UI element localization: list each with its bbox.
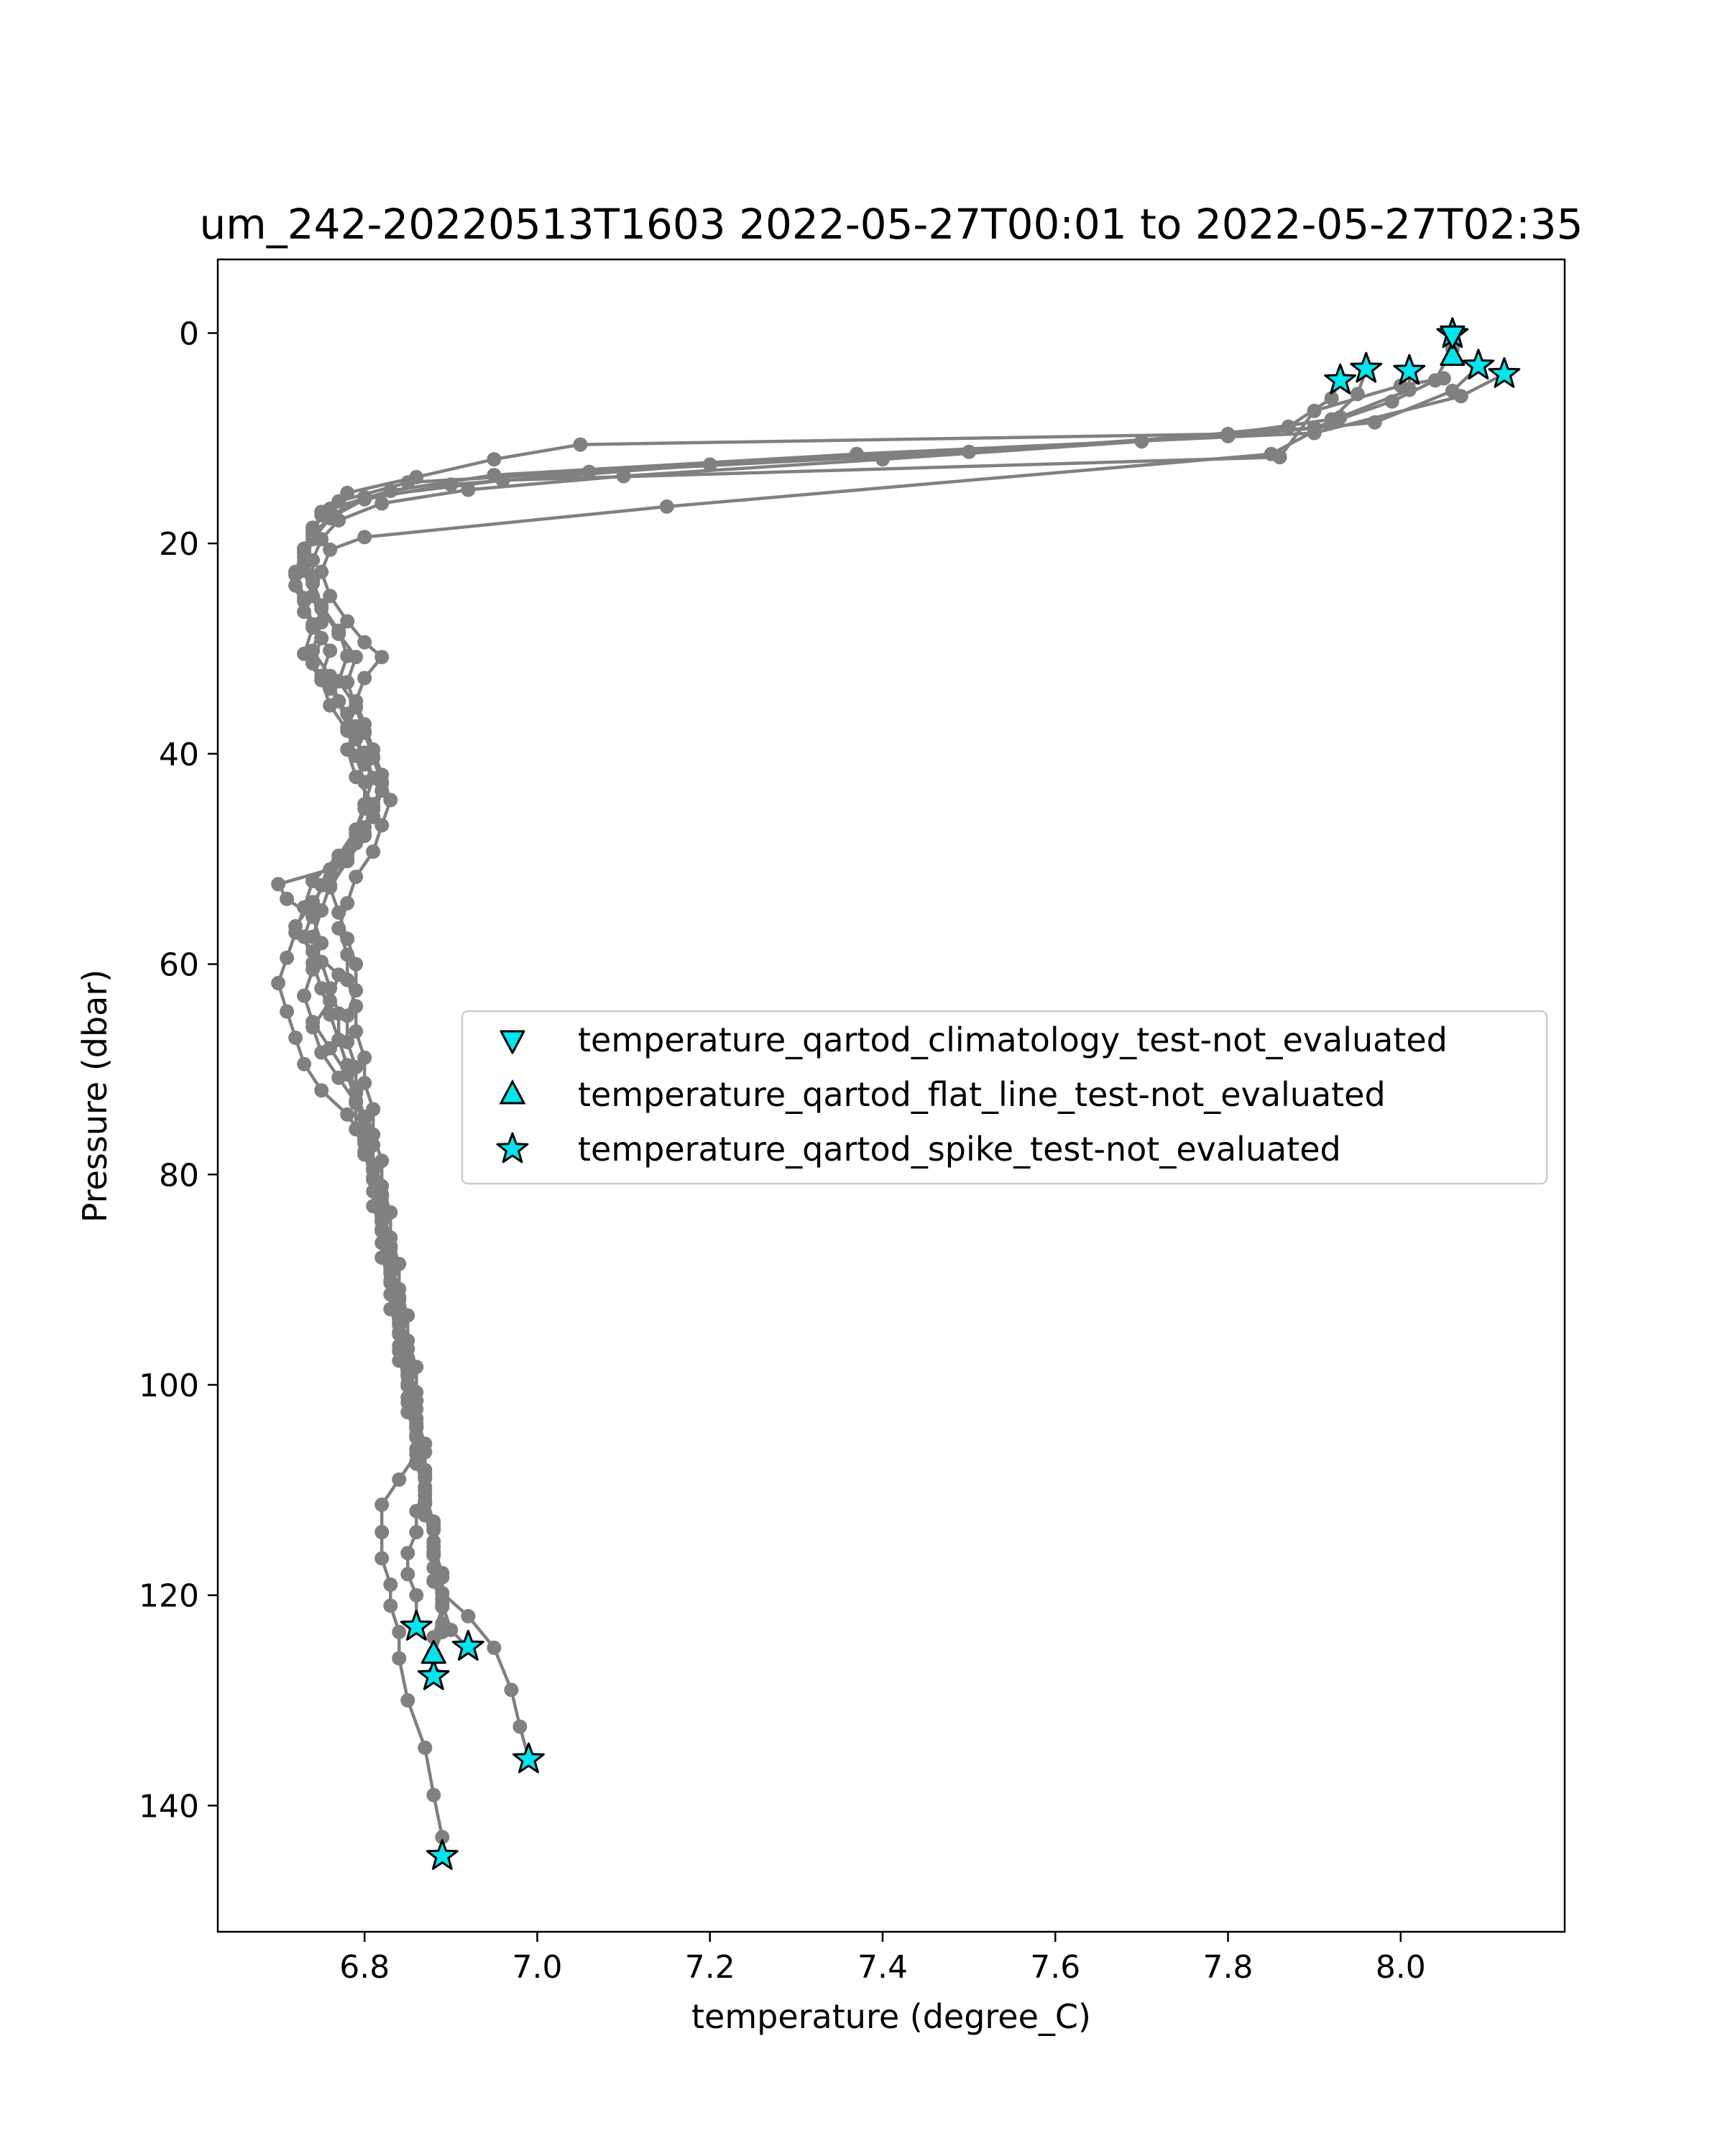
data-point bbox=[409, 470, 423, 484]
data-point bbox=[426, 1522, 441, 1537]
data-point bbox=[340, 852, 354, 866]
data-point bbox=[357, 635, 372, 650]
data-point bbox=[392, 1473, 406, 1487]
data-point bbox=[323, 878, 337, 893]
x-tick-label: 7.8 bbox=[1202, 1949, 1254, 1986]
data-point bbox=[374, 650, 389, 664]
data-point bbox=[409, 1419, 423, 1433]
data-point bbox=[349, 870, 363, 884]
data-point bbox=[349, 1024, 363, 1038]
data-point bbox=[374, 1525, 389, 1539]
x-tick-label: 7.4 bbox=[857, 1949, 908, 1986]
data-point bbox=[418, 1445, 432, 1460]
flag-marker-star bbox=[418, 1660, 448, 1689]
data-point bbox=[288, 1031, 303, 1045]
data-point bbox=[461, 1609, 475, 1623]
data-point bbox=[340, 1058, 354, 1072]
y-tick-label: 100 bbox=[139, 1367, 199, 1404]
flag-marker-star bbox=[1489, 359, 1519, 387]
data-point bbox=[374, 1498, 389, 1512]
data-point bbox=[297, 594, 311, 609]
data-point bbox=[875, 452, 890, 466]
profile-series-6 bbox=[314, 364, 1417, 1631]
data-point bbox=[374, 1212, 389, 1227]
data-point bbox=[374, 1187, 389, 1202]
data-point bbox=[504, 1682, 518, 1697]
data-point bbox=[314, 903, 328, 918]
data-point bbox=[374, 818, 389, 832]
x-tick-label: 7.0 bbox=[512, 1949, 563, 1986]
data-point bbox=[409, 1525, 423, 1539]
data-point bbox=[331, 1033, 346, 1047]
x-tick-label: 8.0 bbox=[1375, 1949, 1426, 1986]
data-point bbox=[660, 499, 674, 514]
data-point bbox=[297, 1057, 311, 1072]
data-point bbox=[400, 1567, 415, 1581]
flag-marker-star bbox=[1463, 350, 1494, 379]
data-point bbox=[297, 550, 311, 564]
data-point bbox=[487, 1641, 501, 1655]
data-point bbox=[374, 1551, 389, 1565]
y-tick-label: 60 bbox=[159, 946, 199, 984]
y-tick-label: 80 bbox=[159, 1157, 199, 1194]
data-point bbox=[340, 896, 354, 911]
data-point bbox=[323, 981, 337, 995]
data-point bbox=[331, 921, 346, 936]
data-point bbox=[340, 973, 354, 987]
data-point bbox=[349, 999, 363, 1013]
profile-series-2 bbox=[271, 359, 1486, 1634]
data-point bbox=[340, 486, 354, 500]
data-point bbox=[374, 775, 389, 789]
data-point bbox=[392, 1625, 406, 1639]
data-point bbox=[305, 620, 320, 635]
profile-line bbox=[304, 378, 1444, 1637]
data-point bbox=[331, 1006, 346, 1021]
x-tick-label: 6.8 bbox=[339, 1949, 390, 1986]
data-point bbox=[357, 671, 372, 686]
data-point bbox=[340, 649, 354, 663]
legend-entry-spike: temperature_qartod_spike_test-not_evaluated bbox=[578, 1130, 1341, 1169]
x-tick-label: 7.6 bbox=[1030, 1949, 1081, 1986]
data-point bbox=[409, 1588, 423, 1603]
data-point bbox=[400, 1342, 415, 1356]
data-point bbox=[426, 1548, 441, 1562]
data-point bbox=[487, 452, 501, 466]
flag-marker-star bbox=[1351, 353, 1381, 382]
data-point bbox=[305, 930, 320, 944]
x-axis bbox=[339, 1932, 1426, 1986]
x-axis-label: temperature (degree_C) bbox=[691, 1997, 1091, 2036]
data-point bbox=[366, 844, 380, 859]
data-point bbox=[357, 1135, 372, 1150]
data-point bbox=[1273, 450, 1287, 464]
data-point bbox=[366, 801, 380, 815]
data-point bbox=[1437, 371, 1451, 385]
data-point bbox=[400, 1693, 415, 1708]
data-point bbox=[357, 1110, 372, 1124]
data-point bbox=[280, 951, 294, 965]
y-axis-label: Pressure (dbar) bbox=[75, 969, 114, 1223]
data-point bbox=[392, 1291, 406, 1305]
data-point bbox=[426, 1788, 441, 1802]
data-point bbox=[574, 438, 588, 452]
data-point bbox=[323, 509, 337, 523]
data-point bbox=[340, 947, 354, 962]
data-point bbox=[297, 647, 311, 661]
data-point bbox=[357, 1051, 372, 1065]
data-point bbox=[314, 599, 328, 613]
data-point bbox=[418, 1496, 432, 1511]
data-point bbox=[383, 1577, 397, 1592]
data-point bbox=[1454, 389, 1468, 403]
data-point bbox=[357, 530, 372, 544]
data-point bbox=[349, 749, 363, 763]
data-point bbox=[288, 568, 303, 582]
data-point bbox=[400, 1546, 415, 1560]
data-point bbox=[297, 989, 311, 1003]
data-point bbox=[1221, 427, 1236, 441]
data-point bbox=[280, 892, 294, 906]
data-point bbox=[305, 529, 320, 543]
data-point bbox=[349, 1084, 363, 1099]
data-point bbox=[349, 699, 363, 714]
data-point bbox=[331, 674, 346, 688]
data-point bbox=[271, 877, 285, 891]
profile-line bbox=[321, 371, 1409, 1623]
data-point bbox=[366, 1161, 380, 1176]
data-point bbox=[314, 955, 328, 969]
data-point bbox=[340, 1107, 354, 1122]
y-tick-label: 120 bbox=[139, 1577, 199, 1615]
y-tick-label: 0 bbox=[179, 315, 199, 353]
y-tick-label: 40 bbox=[159, 736, 199, 773]
data-point bbox=[383, 1264, 397, 1279]
legend-entry-climatology: temperature_qartod_climatology_test-not_evaluated bbox=[578, 1021, 1448, 1059]
data-point bbox=[426, 1573, 441, 1588]
chart-title: um_242-20220513T1603 2022-05-27T00:01 to 2022-05-27T02:35 bbox=[199, 200, 1583, 249]
data-point bbox=[323, 699, 337, 713]
profile-line bbox=[278, 367, 1478, 1626]
data-point bbox=[331, 624, 346, 638]
data-point bbox=[357, 826, 372, 841]
data-point bbox=[392, 1651, 406, 1666]
data-point bbox=[1307, 404, 1322, 418]
y-tick-label: 140 bbox=[139, 1788, 199, 1825]
data-point bbox=[418, 1741, 432, 1755]
data-point bbox=[1333, 410, 1348, 425]
data-point bbox=[357, 775, 372, 789]
data-point bbox=[418, 1470, 432, 1485]
data-point bbox=[374, 497, 389, 511]
legend-entry-flat-line: temperature_qartod_flat_line_test-not_evaluated bbox=[578, 1075, 1386, 1114]
data-point bbox=[314, 673, 328, 687]
y-axis bbox=[139, 315, 218, 1825]
data-point bbox=[323, 543, 337, 557]
flag-marker-star bbox=[427, 1841, 457, 1869]
data-point bbox=[271, 976, 285, 990]
data-point bbox=[357, 724, 372, 739]
data-point bbox=[323, 643, 337, 658]
legend bbox=[462, 1011, 1547, 1184]
data-point bbox=[280, 1004, 294, 1018]
x-tick-label: 7.2 bbox=[684, 1949, 735, 1986]
data-point bbox=[392, 1316, 406, 1330]
data-point bbox=[314, 1083, 328, 1097]
data-point bbox=[495, 473, 510, 487]
data-point bbox=[340, 724, 354, 738]
data-point bbox=[366, 750, 380, 764]
y-tick-label: 20 bbox=[159, 526, 199, 563]
data-point bbox=[383, 1239, 397, 1253]
flag-marker-star bbox=[1325, 364, 1356, 393]
data-point bbox=[305, 573, 320, 587]
data-point bbox=[512, 1720, 527, 1734]
profile-series-7 bbox=[297, 371, 1451, 1644]
data-point bbox=[383, 1598, 397, 1613]
data-point bbox=[305, 1015, 320, 1029]
data-point bbox=[357, 490, 372, 505]
flag-marker-star bbox=[514, 1743, 544, 1772]
data-point bbox=[409, 1393, 423, 1408]
data-point bbox=[383, 793, 397, 807]
data-point bbox=[400, 1367, 415, 1381]
flag-series-triangle-up bbox=[422, 344, 1464, 1663]
data-point bbox=[435, 1600, 449, 1614]
flag-marker-triangle-up bbox=[422, 1641, 445, 1663]
